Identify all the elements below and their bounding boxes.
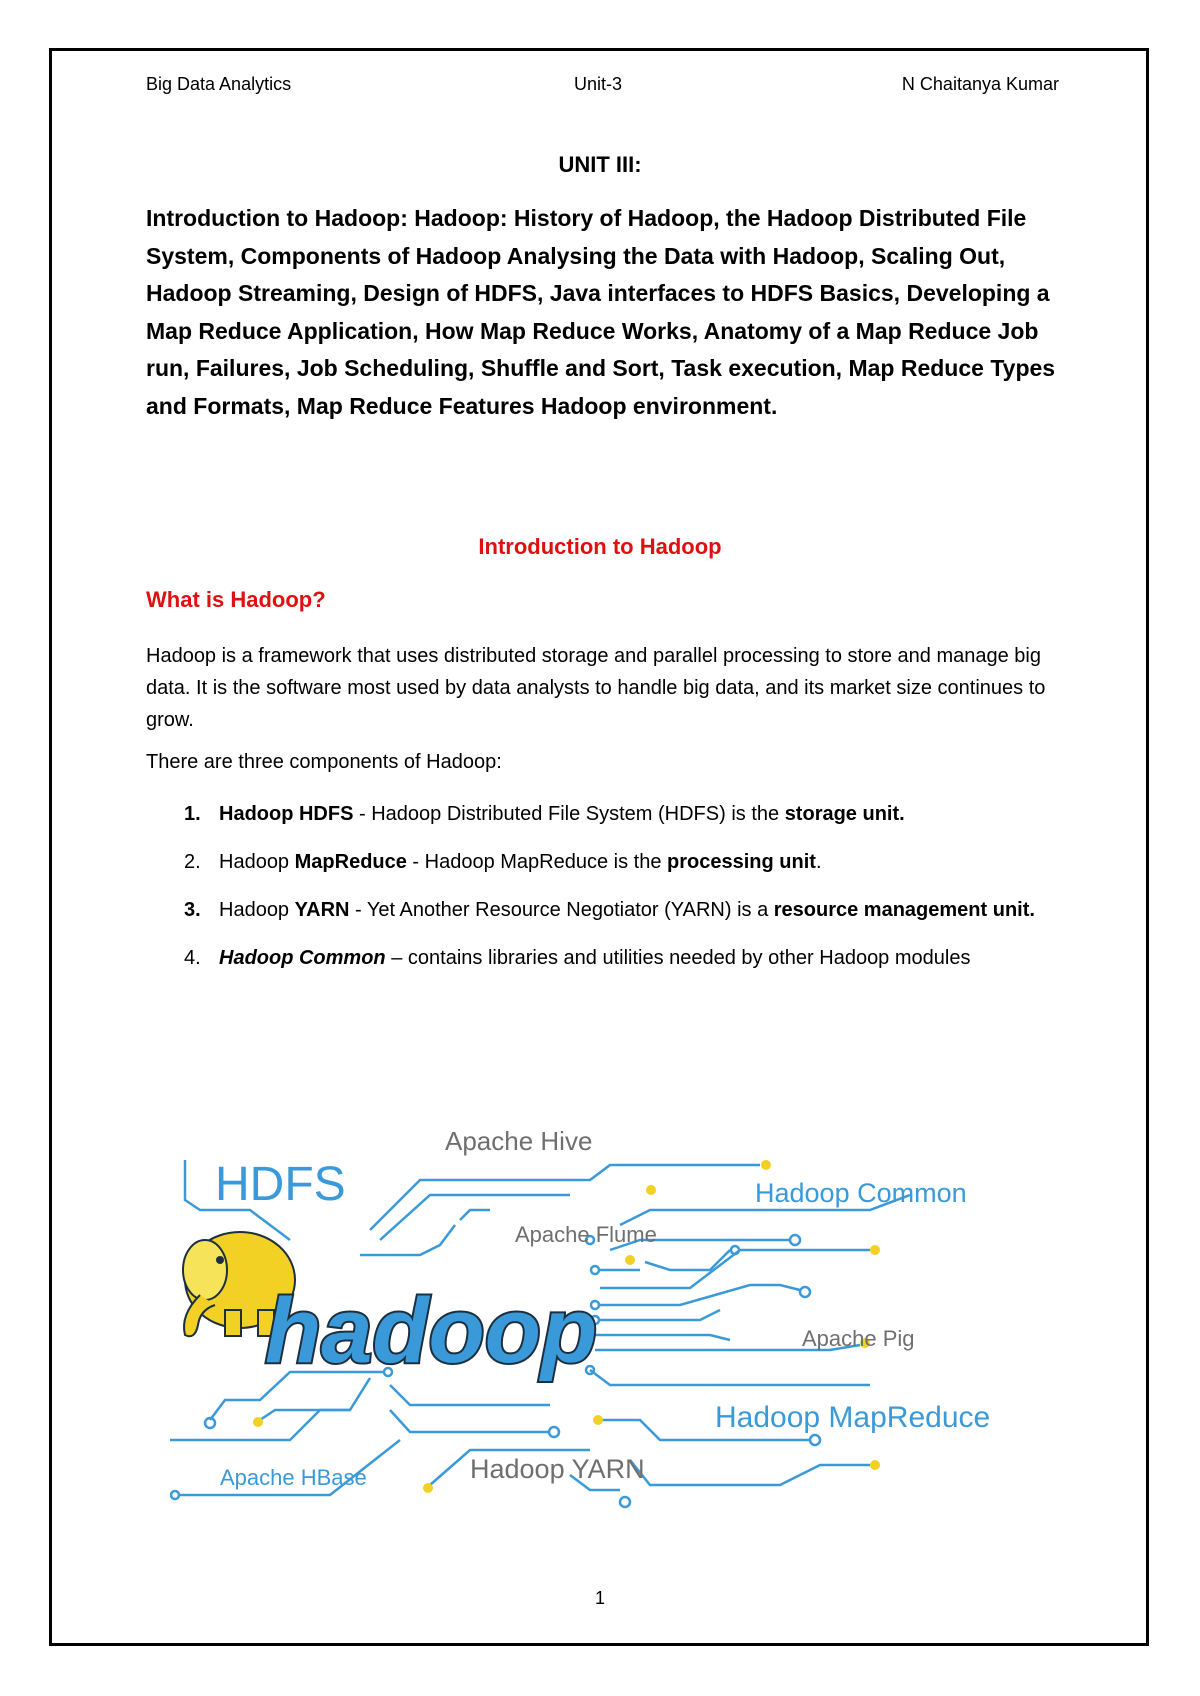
item-text: - Hadoop MapReduce is the bbox=[406, 851, 668, 873]
list-number: 1. bbox=[184, 803, 201, 825]
item-text: - Hadoop Distributed File System (HDFS) is the bbox=[353, 803, 785, 825]
item-text: – contains libraries and utilities needed by other Hadoop modules bbox=[385, 947, 971, 969]
list-item bbox=[146, 942, 1066, 974]
label-hdfs: HDFS bbox=[215, 1158, 346, 1211]
item-text: Hadoop bbox=[219, 899, 295, 921]
item-term: Hadoop Common bbox=[219, 947, 386, 969]
list-number: 2. bbox=[184, 851, 201, 873]
header-author: N Chaitanya Kumar bbox=[901, 74, 1059, 94]
item-text: Hadoop bbox=[219, 851, 295, 873]
item-term: Hadoop HDFS bbox=[219, 803, 354, 825]
label-hadoop-common: Hadoop Common bbox=[755, 1178, 967, 1208]
components-lead: There are three components of Hadoop: bbox=[146, 751, 502, 773]
header-unit: Unit-3 bbox=[574, 74, 623, 94]
page-number: 1 bbox=[594, 1588, 605, 1608]
list-item bbox=[146, 798, 1066, 830]
item-term: MapReduce bbox=[294, 851, 407, 873]
hadoop-logo-text: hadoop bbox=[265, 1280, 598, 1382]
syllabus-text: Introduction to Hadoop: Hadoop: History of Hadoop, the Hadoop Distributed File System, Components of Hadoop Analysing the Data with Hadoop, Scaling Out, Hadoop Streaming, Design of HDFS, Java interfaces to HDFS Basics, Developing a Map Reduce Application, How Map Reduce Works, Anatomy of a Map Reduce Job run, Failures, Job Scheduling, Shuffle and Sort, Task execution, Map Reduce Types and Formats, Map Reduce Features Hadoop environment. bbox=[146, 205, 1056, 419]
item-highlight: processing unit bbox=[667, 851, 816, 873]
components-list bbox=[146, 798, 1066, 990]
label-apache-hbase: Apache HBase bbox=[220, 1465, 367, 1490]
hadoop-description: Hadoop is a framework that uses distributed storage and parallel processing to store and manage big data. It is the software most used by data analysts to handle big data, and its market size continues to grow. bbox=[146, 645, 1046, 731]
unit-title: UNIT III: bbox=[558, 152, 642, 177]
list-number: 4. bbox=[184, 947, 201, 969]
item-highlight: resource management unit. bbox=[773, 899, 1035, 921]
item-text: . bbox=[815, 851, 822, 873]
list-item bbox=[146, 894, 1066, 926]
label-apache-flume: Apache Flume bbox=[515, 1222, 657, 1247]
header-course: Big Data Analytics bbox=[146, 74, 292, 94]
hadoop-ecosystem-diagram bbox=[170, 1110, 1030, 1540]
list-item bbox=[146, 846, 1066, 878]
item-highlight: storage unit. bbox=[784, 803, 905, 825]
label-hadoop-mapreduce: Hadoop MapReduce bbox=[715, 1401, 991, 1434]
subsection-title: What is Hadoop? bbox=[146, 587, 326, 612]
label-apache-hive: Apache Hive bbox=[445, 1126, 593, 1156]
list-number: 3. bbox=[184, 899, 201, 921]
section-title: Introduction to Hadoop bbox=[478, 534, 722, 559]
label-hadoop-yarn: Hadoop YARN bbox=[470, 1454, 645, 1484]
label-apache-pig: Apache Pig bbox=[802, 1326, 915, 1351]
item-text: - Yet Another Resource Negotiator (YARN) is a bbox=[349, 899, 774, 921]
item-term: YARN bbox=[294, 899, 350, 921]
